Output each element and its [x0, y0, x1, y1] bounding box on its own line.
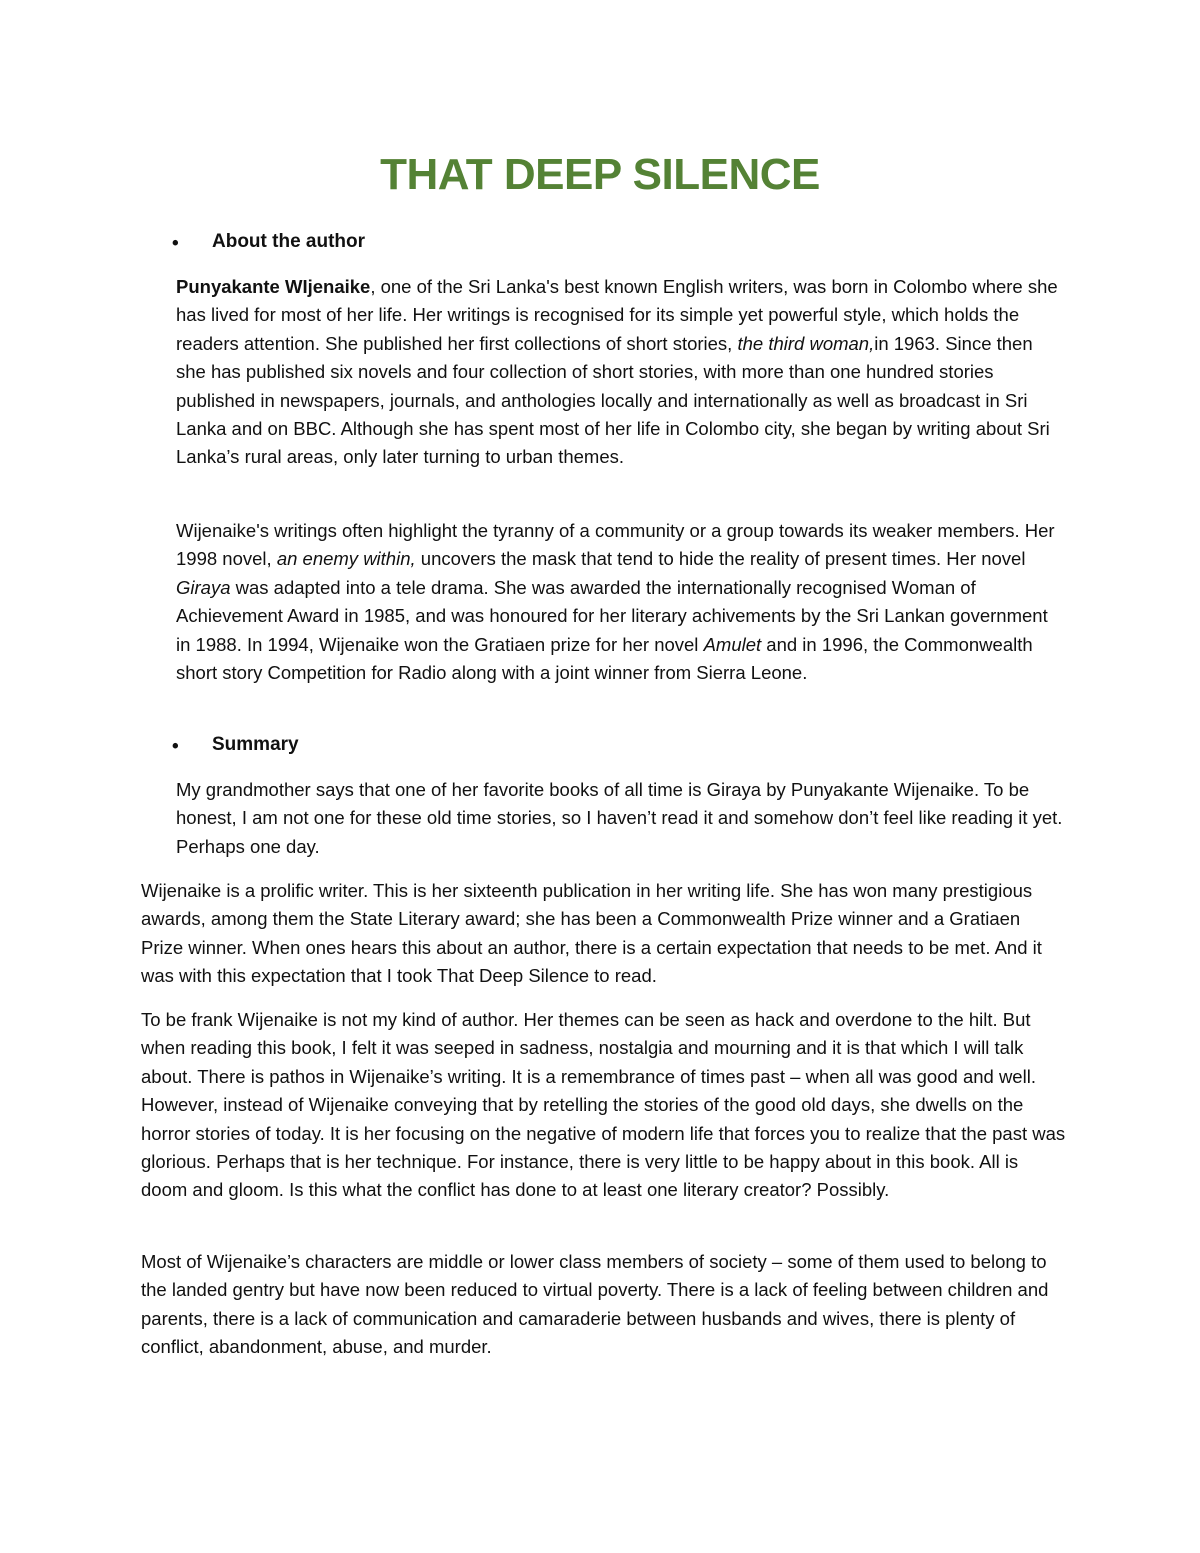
document-title: THAT DEEP SILENCE: [380, 150, 820, 199]
book-title-third-woman: the third woman,: [737, 332, 875, 354]
about-p2-text-3: was adapted into a tele drama. She was awarded the internationally recognised Woman of Achievement Award in 1985, and was honoured for her literary achivements by the Sri Lankan government in 1988. In 1994, Wijenaike won the Gratiaen prize for her novel: [176, 576, 1048, 655]
summary-heading-text: Summary: [212, 734, 299, 755]
book-title-enemy-within: an enemy within,: [276, 548, 416, 570]
about-p2-text-1: Wijenaike's writings often highlight the tyranny of a community or a group towards its weaker members. Her 1998 novel,: [176, 520, 1055, 570]
body-paragraph-2: To be frank Wijenaike is not my kind of author. Her themes can be seen as hack and overdone to the hilt. But when reading this book, I felt it was seeped in sadness, nostalgia and mourning and it is that which I will talk about. There is pathos in Wijenaike’s writing. It is a remembrance of times past – when all was good and well. However, instead of Wijenaike conveying that by retelling the stories of the good old days, she dwells on the horror stories of today. It is her focusing on the negative of modern life that forces you to realize that the past was glorious. Perhaps that is her technique. For instance, there is very little to be happy about in this book. All is doom and gloom. Is this what the conflict has done to at least one literary creator? Possibly.: [141, 1009, 1066, 1201]
book-title-amulet: Amulet: [703, 633, 762, 655]
about-author-heading-text: About the author: [212, 231, 366, 252]
about-p2-text-4: and in 1996, the Commonwealth short story Competition for Radio along with a joint winner from Sierra Leone.: [176, 633, 1033, 684]
body-paragraph-3: Most of Wijenaike’s characters are middle or lower class members of society – some of them used to belong to the landed gentry but have now been reduced to virtual poverty. There is a lack of feeling between children and parents, there is a lack of communication and camaraderie between husbands and wives, there is plenty of conflict, abandonment, abuse, and murder.: [141, 1251, 1049, 1358]
bullet-icon: •: [172, 233, 179, 254]
about-paragraph-1: [176, 273, 1066, 472]
about-p1-text-2: in 1963. Since then she has published six novels and four collection of short stories, with more than one hundred stories published in newspapers, journals, and anthologies locally and internationally as well as broadcast in Sri Lanka and on BBC. Although she has spent most of her life in Colombo city, she began by writing about Sri Lanka’s rural areas, only later turning to urban themes.: [176, 332, 1050, 468]
bullet-icon: •: [172, 736, 179, 757]
body-paragraph-1: Wijenaike is a prolific writer. This is her sixteenth publication in her writing life. She has won many prestigious awards, among them the State Literary award; she has been a Commonwealth Prize winner and a Gratiaen Prize winner. When ones hears this about an author, there is a certain expectation that needs to be met. And it was with this expectation that I took That Deep Silence to read.: [141, 880, 1042, 987]
about-p2-text-2: uncovers the mask that tend to hide the reality of present times. Her novel: [415, 548, 1026, 570]
book-title-giraya: Giraya: [176, 576, 231, 598]
about-p1-text-1: , one of the Sri Lanka's best known English writers, was born in Colombo where she has lived for most of her life. Her writings is recognised for its simple yet powerful style, which holds the readers attention. She published her first collections of short stories,: [176, 276, 1058, 354]
summary-paragraph: My grandmother says that one of her favorite books of all time is Giraya by Punyakante Wijenaike. To be honest, I am not one for these old time stories, so I haven’t read it and somehow don’t feel like reading it yet. Perhaps one day.: [176, 779, 1063, 857]
author-name: Punyakante WIjenaike: [176, 276, 371, 297]
about-paragraph-2: [176, 517, 1066, 687]
